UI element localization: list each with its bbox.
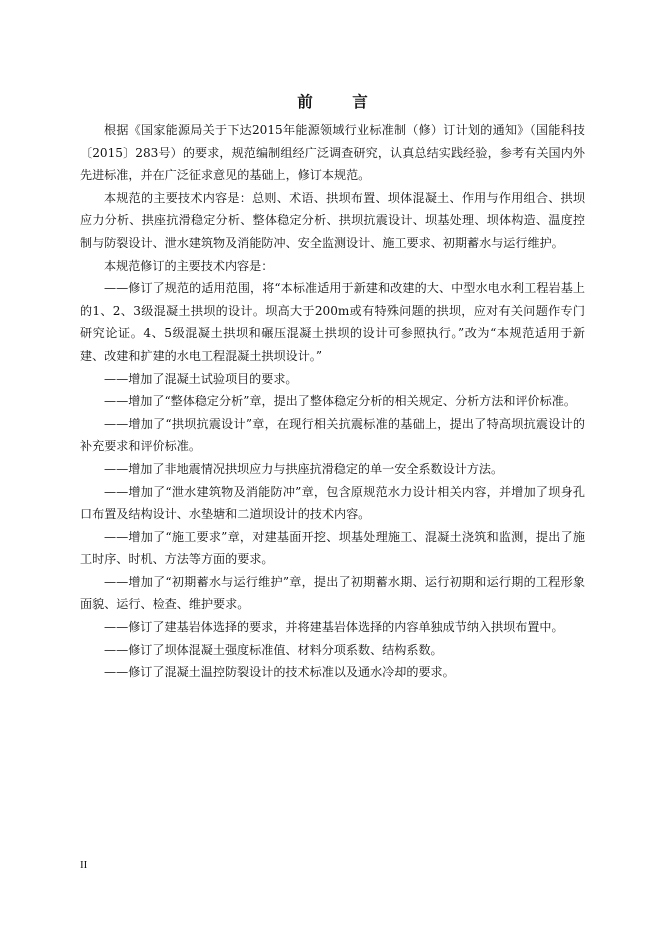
revision-item: ——修订了建基岩体选择的要求，并将建基岩体选择的内容单独成节纳入拱坝布置中。 — [104, 620, 564, 635]
paragraph-main-content: 本规范的主要技术内容是：总则、术语、拱坝布置、坝体混凝土、作用与作用组合、拱坝应力分析、拱座抗滑稳定分析、整体稳定分析、拱坝抗震设计、坝基处理、坝体构造、温度控制与防裂设计、泄水建筑物及消能防冲、安全监测设计、施工要求、初期蓄水与运行维护。 — [80, 190, 585, 250]
revision-item: ——增加了混凝土试验项目的要求。 — [104, 371, 298, 386]
revision-item: ——增加了“整体稳定分析”章，提出了整体稳定分析的相关规定、分析方法和评价标准。 — [104, 394, 576, 409]
revision-item: ——增加了“初期蓄水与运行维护”章，提出了初期蓄水期、运行初期和运行期的工程形象面貌、运行、检查、维护要求。 — [80, 574, 585, 612]
revision-item: ——增加了“施工要求”章，对建基面开挖、坝基处理施工、混凝土浇筑和监测，提出了施工时序、时机、方法等方面的要求。 — [80, 529, 585, 567]
revision-item: ——修订了混凝土温控防裂设计的技术标准以及通水冷却的要求。 — [104, 665, 455, 680]
revision-item: ——增加了“拱坝抗震设计”章，在现行相关抗震标准的基础上，提出了特高坝抗震设计的补充要求和评价标准。 — [80, 416, 585, 454]
paragraph-basis: 根据《国家能源局关于下达2015年能源领域行业标准制（修）订计划的通知》（国能科技〔2015〕283号）的要求，规范编制组经广泛调查研究，认真总结实践经验，参考有关国内外先进标准，并在广泛征求意见的基础上，修订本规范。 — [80, 123, 585, 183]
revision-item: ——修订了规范的适用范围，将“本标准适用于新建和改建的大、中型水电水利工程岩基上的1、2、3级混凝土拱坝的设计。坝高大于200m或有特殊问题的拱坝，应对有关问题作专门研究论证。4、5级混凝土拱坝和碾压混凝土拱坝的设计可参照执行。”改为“本规范适用于新建、改建和扩建的水电工程混凝土拱坝设计。” — [80, 281, 585, 363]
document-body — [80, 92, 585, 684]
revision-item: ——修订了坝体混凝土强度标准值、材料分项系数、结构系数。 — [104, 642, 443, 657]
revision-item: ——增加了非地震情况拱坝应力与拱座抗滑稳定的单一安全系数设计方法。 — [104, 461, 504, 476]
paragraph-revision-intro: 本规范修订的主要技术内容是： — [104, 258, 274, 273]
page-number: II — [80, 859, 88, 871]
page-title: 前 言 — [297, 93, 380, 111]
revision-item: ——增加了“泄水建筑物及消能防冲”章，包含原规范水力设计相关内容，并增加了坝身孔口布置及结构设计、水垫塘和二道坝设计的技术内容。 — [80, 484, 585, 522]
